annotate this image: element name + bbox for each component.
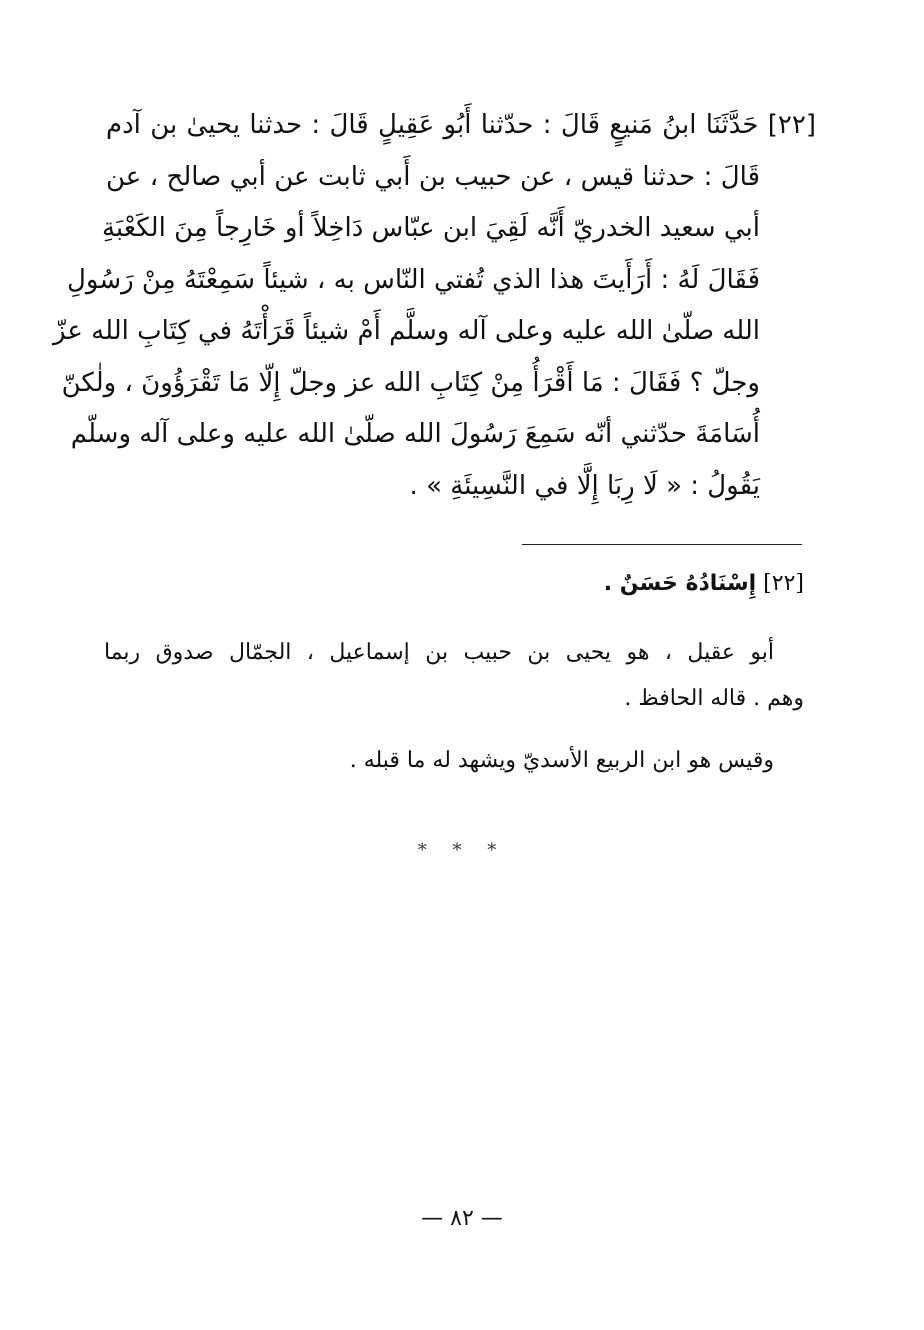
page-number: — ٨٢ — <box>421 1206 503 1231</box>
footnote-paragraph-1-line-2: وهم . قاله الحافظ . <box>624 686 804 711</box>
footnotes <box>104 564 804 784</box>
footnote-number: [٢٢] <box>763 571 804 596</box>
hadith-line-4: فَقَالَ لَهُ : أَرَأَيتَ هذا الذي تُفتي النّاس به ، شيئاً سَمِعْتَهُ مِنْ رَسُولِ <box>67 264 760 295</box>
footnote-paragraph-1-line-1: أبو عقيل ، هو يحيى بن حبيب بن إسماعيل ، الجمّال صدوق ربما <box>104 640 774 665</box>
hadith-line-5: الله صلّىٰ الله عليه وعلى آله وسلَّم أَمْ شيئاً قَرَأْتَهُ في كِتَابِ الله عزّ <box>53 316 760 346</box>
hadith-line-7: أُسَامَةَ حدّثني أنّه سَمِعَ رَسُولَ الله صلّىٰ الله عليه وعلى آله وسلّم <box>70 419 760 449</box>
section-separator: * * * <box>417 840 507 861</box>
footnote-grade: إِسْنَادُهُ حَسَنٌ . <box>603 571 757 596</box>
hadith-line-1: [٢٢] حَدَّثَنَا ابنُ مَنيعٍ قَالَ : حدّثنا أَبُو عَقِيلٍ قَالَ : حدثنا يحيىٰ بن آدم <box>106 110 816 140</box>
footnote-divider <box>522 544 802 545</box>
hadith-line-6: وجلّ ؟ فَقَالَ : مَا أَقْرَأُ مِنْ كِتَابِ الله عز وجلّ إِلّا مَا تَقْرَؤُونَ ، ولٰكنّ <box>61 367 760 398</box>
hadith-line-2: قَالَ : حدثنا قيس ، عن حبيب بن أَبي ثابت عن أبي صالح ، عن <box>106 161 760 192</box>
footnote-heading <box>104 564 804 604</box>
hadith-line-8: يَقُولُ : « لَا رِبَا إِلَّا في النَّسِيئَةِ » . <box>409 470 760 501</box>
hadith-text <box>53 100 816 512</box>
footnote-paragraph-2: وقيس هو ابن الربيع الأسديّ ويشهد له ما قبله . <box>349 748 774 773</box>
hadith-line-3: أبي سعيد الخدريّ أَنَّه لَقِيَ ابن عبّاس دَاخِلاً أو خَارِجاً مِنَ الكَعْبَةِ <box>101 213 760 243</box>
footnote-paragraph-1 <box>104 630 804 722</box>
